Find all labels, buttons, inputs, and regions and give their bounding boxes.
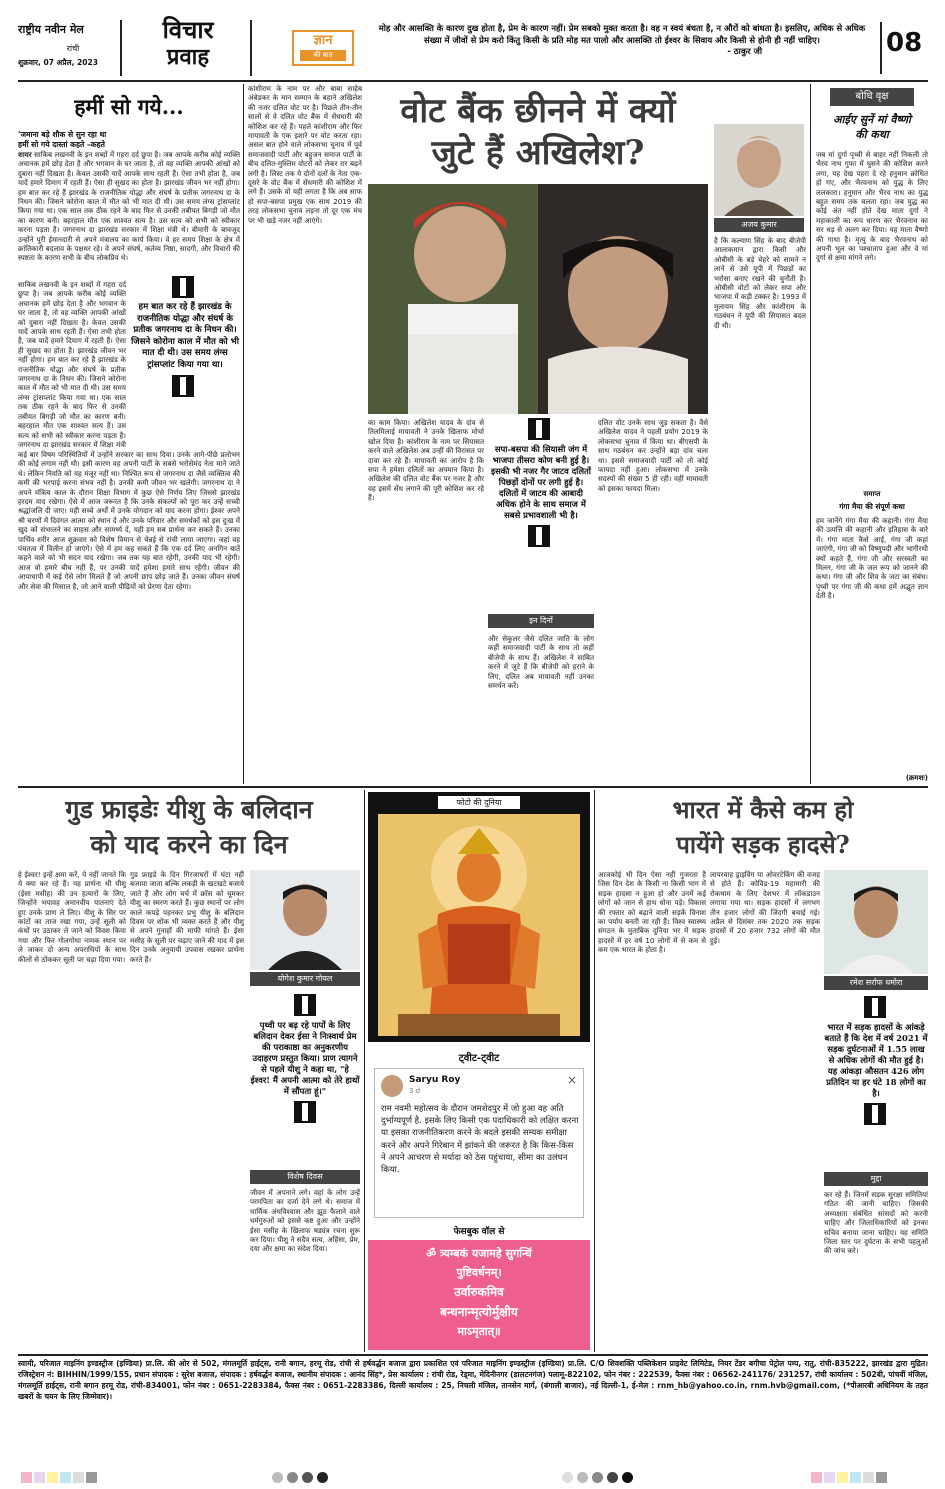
pull-quote-main xyxy=(488,418,594,608)
road-col-3 xyxy=(824,1190,928,1340)
article-left-body-2 xyxy=(18,450,240,776)
main-col-3 xyxy=(488,634,594,776)
mudda-tag: मुद्दा xyxy=(824,1172,928,1186)
author-name-ajay: अजय कुमार xyxy=(714,218,804,232)
city: रांची xyxy=(66,44,80,53)
gyan-label: ज्ञान xyxy=(313,33,333,48)
good-friday-article xyxy=(18,790,360,1350)
article-left-body-2-text: कई बार विषम परिस्थितियों में उन्होंने सरकार का साथ दिया। उनके आगे-पीछे प्रलोभन की कोई लगाम नहीं थी। इसी कारण वह अपनी पार्टी के सबसे भरोसेमंद नेता माने जाते थे। लेकिन नियति को यह मंजूर नहीं था। निश्चित रूप से जगरनाथ दा जैसे व्यक्तित्व की कमी की भरपाई करना संभव नहीं है। उनकी कमी जीवन भर खलेगी। जगरनाथ दा ने अपने मंत्रित्व काल के दौरान शिक्षा विभाग में कुछ ऐसे निर्णय लिए जिससे झारखंड हरदम याद रखेगा। ऐसे में आज जरूरत है कि उनके संकल्पों को पूरा कर उन्हें सच्ची श्रद्धांजलि दी जाए। यही सच्चे अर्थों में उनके योगदान को याद करना होगा। ईश्वर अपने श्री चरणों में दिवंगत आत्मा को स्थान दें और उनके परिवार और समर्थकों को इस दुःख में खुद को संभालने का साहस और सामर्थ्य दें, यही हम सब प्रार्थना कर सकते हैं। उनका पार्थिव शरीर आज शुक्रवार को विशेष विमान से चेन्नई से रांची लाया जाएगा। जहां वह पंचतत्व में विलीन हो जाएंगे। ऐसे में हम कह सकते हैं कि एक दर्द लिए अनगिन बातें कहने वाले को भी सदन याद रखेगा। जब तक यह बात रहेगी, उनकी याद भी रहेगी। आज वो हमारे बीच नहीं हैं, पर उनकी यादें हमेशा हमारे साथ रहेंगी। जीवन की आपाधापी में कई ऐसे लोग मिलते हैं जो अपनी छाप छोड़ जाते हैं। उनका जीवन संघर्ष और सेवा की मिसाल है, जो आने वाली पीढ़ियों को प्रेरणा देता रहेगा। xyxy=(18,450,240,591)
issue-date: शुक्रवार, 07 अप्रैल, 2023 xyxy=(18,58,98,67)
tweet-card xyxy=(374,1068,584,1218)
gf-col-2 xyxy=(130,870,244,1340)
article-main xyxy=(248,84,808,784)
author-name-ramesh: रमेश सर्राफ धमोरा xyxy=(824,976,928,990)
bodhi-samapt: समाप्त xyxy=(863,490,881,498)
mantra-card xyxy=(368,1240,590,1350)
gf-col-3-text: जीवन में अपनाने लगे। वहां के लोग उन्हें परमपिता का दर्जा देने लगे थे। समाज में धार्मिक अंधविश्वास और झूठ फैलाने वाले धर्मगुरुओं को इससे कष्ट हुआ और उन्होंने ईसा मसीह के खिलाफ षड्यंत्र रचना शुरू कर दिया। यीशु ने सदैव सत्य, अहिंसा, प्रेम, दया और क्षमा का संदेश दिया। xyxy=(250,1188,360,1254)
registration-marks xyxy=(20,1468,925,1482)
quote-mark-icon xyxy=(528,418,550,440)
article-left-title: हमीं सो गये... xyxy=(74,94,184,119)
color-bar-left xyxy=(20,1468,98,1487)
headline-line-2: जुटे हैं अखिलेश? xyxy=(431,133,645,173)
politicians-photo xyxy=(368,184,708,414)
photo-duniya-label: फोटो की दुनिया xyxy=(438,796,520,809)
tweet-avatar xyxy=(381,1075,403,1097)
gf-col-1 xyxy=(18,870,126,1340)
facebook-label: फेसबुक वॉल से xyxy=(453,1227,505,1237)
mantra-line-4: बन्धनान्मृत्योर्मुक्षीय xyxy=(440,1305,518,1319)
quote-mark-icon xyxy=(172,276,194,298)
author-portrait xyxy=(824,870,928,974)
road-col-2-text: लापरवाह ड्राइविंग या ओवरटेकिंग की वजह से होते हैं। कोविड-19 महामारी की रोकथाम के लिए देशभर में लॉकडाउन लगाया गया था। सड़क हादसों में लगभग तीन हजार लोगों की जिंदगी बचाई गई। अप्रैल से दिसंबर तक 2020 तक सड़क हादसों में 20 हजार 732 लोगों की मौत हुई। xyxy=(710,870,820,945)
main-col-5-text: है कि कल्याण सिंह के बाद बीजेपी आलाकमान द्वारा किसी और ओबीसी के बड़े चेहरे को सामने न लाने से उसे यूपी में पिछड़ों का भरोसा बनाए रखने की चुनौती है। ओबीसी वोटों को लेकर सपा और भाजपा में कड़ी टक्कर है। 1993 में मुलायम सिंह और कांशीराम के गठबंधन ने यूपी की सियासत बदल दी थी। xyxy=(714,236,806,330)
quote-mark-icon xyxy=(864,1103,886,1125)
road-col-1-text: आजकोई भी दिन ऐसा नहीं गुजरता है जिस दिन देश के किसी ना किसी भाग में सड़क हादसा न हुआ हो और उनमें कई लोगों को जान से हाथ धोना पड़े। विकास की रफ्तार को बढ़ाने वाली सड़कें विनाश का पर्याय बनती जा रही हैं। विश्व स्वास्थ्य संगठन के मुताबिक दुनिया भर में सड़क हादसों में हर वर्ष 10 लोगों में से कम से कम एक भारत के होता है। xyxy=(598,870,706,955)
middle-column xyxy=(368,792,590,1352)
main-col-4-text: दलित वोट उनके साथ जुड़ सकता है। वैसे अखिलेश यादव ने पहली प्रयोग 2019 के लोकसभा चुनाव में किया था। बीएसपी के साथ गठबंधन कर उन्होंने बड़ा दांव चला था। इससे समाजवादी पार्टी को तो कोई फायदा नहीं हुआ। लोकसभा में उनके सदस्यों की संख्या 5 ही रही। वहीं मायावती को इसका फायदा मिला। xyxy=(598,418,708,493)
pull-quote-left-text: हम बात कर रहे हैं झारखंड के राजनीतिक योद्धा और संघर्ष के प्रतीक जगरनाथ दा के निधन की। जिसने कोरोना काल में मौत को भी मात दी थी। उस समय लंग्स ट्रांसप्लांट किया गया था। xyxy=(131,302,239,370)
quote-mark-icon xyxy=(294,1101,316,1123)
gyan-ki-baat-badge xyxy=(292,30,354,66)
article-left-body-1b-text: साकिब लखनवी के इन शब्दों में गहरा दर्द छुपा है। जब आपके करीब कोई व्यक्ति अचानक हमें छोड़ देता है और भगवान के घर जाता है, तो वह व्यक्ति आपकी आंखों को दुबारा नहीं दिखता है। केवल उसकी यादें आपके साथ रहती हैं। ऐसा तभी होता है, जब यादें हमारे दिमाग में रहती हैं। ऐसा ही सुखद का होता है। झारखंड जीवन भर नहीं होगा। हम बात कर रहे हैं झारखंड के राजनीतिक योद्धा और संघर्ष के प्रतीक जगरनाथ दा के निधन की। जिसने कोरोना काल में मौत को भी मात दी थी। उस समय लंग्स ट्रांसप्लांट किया गया था। एक साल तक ठीक रहने के बाद फिर से उनकी तबीयत बिगड़ी जो मौत का कारण बनी। बहरहाल मौत एक शाश्वत सत्य है। उस सत्य को सभी को स्वीकार करना पड़ता है। जगरनाथ दा झारखंड सरकार में शिक्षा मंत्री xyxy=(18,280,126,448)
main-col-1-text: कांशीराम के नाम पर और बाबा साहेब अंबेडकर के मान सम्मान के बहाने अखिलेश की नजर दलित वोट पर है। पिछले तीन-तीन सालों से वे दलित वोट बैंक में सेंधमारी की कोशिश कर रहे हैं। पहले कांशीराम और फिर मायावती के एक इशारे पर वोट करता रहा। असल बात होने वाले लोकसभा चुनाव में पूर्व समाजवादी पार्टी और बहुजन समाज पार्टी के बीच दलित-मुस्लिम वोटरों को लेकर रार बढ़ने लगी है। लिस्ट तक ये दोनों दलों के नेता एक-दूसरे के वोट बैंक में सेंधमारी की कोशिश में लगे हैं। उसके वो यही लगता है कि अब साफ हो सपा-बसपा प्रमुख एक साथ 2019 की तरह लोकसभा चुनाव लड़ना तो दूर एक मंच पर भी खड़े नजर नहीं आएंगे। xyxy=(248,84,362,225)
author-portrait xyxy=(250,870,360,970)
tweet-close-icon[interactable]: × xyxy=(566,1073,577,1087)
gf-col-2-text: गुड फ्राइडे के दिन गिरजाघरों में घंटा नहीं बजाया जाता बल्कि लकड़ी के खटखटे बजाये जाते हैं और लोग चर्च में क्रॉस को चूमकर यीशु का स्मरण करते हैं। कुछ स्थानों पर लोग काले कपड़े पहनकर प्रभु यीशु के बलिदान दिवस पर शोक भी व्यक्त करते हैं और यीशु से अपने गुनाहों की माफी मांगते हैं। ईसा मसीह के सूली पर चढ़ाए जाने की याद में इस दिन उनके अनुयायी उपवास रखकर प्रार्थना करते हैं। xyxy=(130,870,244,964)
mantra-line-2: पुष्टिवर्धनम्। xyxy=(456,1266,502,1279)
registration-dots xyxy=(270,1468,330,1487)
quote-author: - ठाकुर जी xyxy=(727,46,762,56)
pull-quote-gf-text: पृथ्वी पर बढ़ रहे पापों के लिए बलिदान देकर ईसा ने निःस्वार्थ प्रेम की पराकाष्ठा का अनुकरणीय उदाहरण प्रस्तुत किया। प्राण त्यागने से पहले यीशु ने कहा था, "हे ईश्वर! मैं अपनी आत्मा को तेरे हाथों में सौंपता हूं।" xyxy=(250,1020,360,1096)
politicians-illustration xyxy=(368,184,708,414)
bodhi-kramash: (क्रमशः) xyxy=(905,774,928,782)
hanuman-image xyxy=(378,814,580,1036)
gf-title-2: को याद करने का दिन xyxy=(90,830,288,859)
road-title-1: भारत में कैसे कम हो xyxy=(672,795,854,824)
quote-mark-icon xyxy=(172,375,194,397)
color-bar-right xyxy=(810,1468,888,1487)
page-number: 08 xyxy=(886,28,923,58)
headline-line-1: वोट बैंक छीनने में क्यों xyxy=(400,91,676,131)
main-col-2-text: का काम किया। अखिलेश यादव के दांव से तिलमिलाई मायावती ने उनके खिलाफ मोर्चा खोल दिया है। कांशीराम के नाम पर सियासत करने वाले अखिलेश अब उन्हीं की विरासत पर दावा कर रहे हैं। मायावती का आरोप है कि सपा ने हमेशा दलितों का अपमान किया है। अखिलेश की दलित वोट बैंक पर नजर है और वह इसमें सेंध लगाने की पूरी कोशिश कर रहे हैं। xyxy=(368,418,484,503)
daily-quote xyxy=(372,22,872,57)
main-headline xyxy=(368,90,708,174)
quote-text: मोह और आसक्ति के कारण दुख होता है, प्रेम के कारण नहीं। प्रेम सबको मुक्त करता है। वह न स्वयं बंधता है, न औरों को बांधता है। इसलिए, अधिक से अधिक संख्या में जीवों से प्रेम करो किंतु किसी के प्रति मोह मत पालो और आसक्ति तो ईश्वर के सिवाय और किसी से होनी ही नहीं चाहिए। xyxy=(378,23,866,45)
gyan-sublabel: की बात xyxy=(300,50,346,61)
article-left xyxy=(18,84,240,784)
road-article xyxy=(598,790,928,1350)
section-title xyxy=(128,16,248,70)
footer-imprint xyxy=(18,1358,928,1402)
gf-col-1-text: हे ईश्वर! इन्हें क्षमा करें, ये नहीं जानते कि ये क्या कर रहे हैं। यह प्रार्थना थी यीशु (ईसा मसीह) की उन हत्यारों के लिए, जिन्होंने भयावह अमानवीय यातनाएं देते हुए उनके प्राण ले लिए। यीशु के सिर पर कांटों का ताज रखा गया, उन्हें सूली को कंधों पर उठाकर ले जाने को विवश किया गया और फिर गोलगोथा नामक स्थान पर ले जाकर दो अन्य अपराधियों के साथ कीलों से ठोंककर सूली पर चढ़ा दिया गया। xyxy=(18,870,126,964)
paper-name: राष्ट्रीय नवीन मेल xyxy=(18,23,84,36)
bodhi-body-2 xyxy=(816,516,928,774)
main-col-2 xyxy=(368,418,484,776)
pull-quote-left xyxy=(130,276,240,436)
masthead xyxy=(0,0,945,82)
quote-mark-icon xyxy=(294,994,316,1016)
road-col-1 xyxy=(598,870,706,1340)
section-title-vichar: विचार xyxy=(162,15,214,44)
pull-quote-road-text: भारत में सड़क हादसों के आंकड़े बताते हैं कि देश में वर्ष 2021 में सड़क दुर्घटनाओं में 1.55 लाख से अधिक लोगों की मौत हुई है। यह आंकड़ा औसतन 426 लोग प्रतिदिन या हर घंटे 18 लोगों का है। xyxy=(824,1022,928,1098)
author-portrait xyxy=(714,124,804,216)
tweet-author-name: Saryu Roy xyxy=(409,1075,461,1085)
article-left-body-1-text: साकिब लखनवी के इन शब्दों में गहरा दर्द छुपा है। जब आपके करीब कोई व्यक्ति अचानक हमें छोड़ देता है और भगवान के घर जाता है, तो वह व्यक्ति आपकी आंखों को दुबारा नहीं दिखता है। केवल उसकी यादें आपके साथ रहती हैं। ऐसा तभी होता है, जब यादें हमारे दिमाग में रहती हैं। ऐसा ही सुखद का होता है। झारखंड जीवन भर नहीं होगा। हम बात कर रहे हैं झारखंड के राजनीतिक योद्धा और संघर्ष के प्रतीक जगरनाथ दा के निधन की। जिसने कोरोना काल में मौत को भी मात दी थी। उस समय लंग्स ट्रांसप्लांट किया गया था। एक साल तक ठीक रहने के बाद फिर से उनकी तबीयत बिगड़ी जो मौत का कारण बनी। बहरहाल मौत एक शाश्वत सत्य है। उस सत्य को सभी को स्वीकार करना पड़ता है। जगरनाथ दा झारखंड सरकार में शिक्षा मंत्री थे। बीमारी के बावजूद उन्होंने पूरी ईमानदारी से अपने मंत्रालय का कार्य किया। वे हर समय शिक्षा के क्षेत्र में क्रांतिकारी बदलाव के पक्षधर रहे। वे अपने संघर्ष, कर्तव्य निष्ठा, सादगी, और विचारों की स्पष्टता के कारण सभी के बीच लोकप्रिय थे। xyxy=(18,150,240,263)
road-col-2 xyxy=(710,870,820,1340)
quote-mark-icon xyxy=(864,996,886,1018)
article-left-body-1 xyxy=(18,150,240,280)
in-dino-tag: इन दिनों xyxy=(488,614,594,628)
bodhi-title-1: आईए सुनें मां वैष्णो xyxy=(833,113,911,126)
bodhi-vriksh xyxy=(816,84,928,784)
bodhi-tag: बोधि वृक्ष xyxy=(830,88,914,106)
pull-quote-road xyxy=(824,996,928,1166)
vishesh-divas-tag: विशेष दिवस xyxy=(250,1170,360,1184)
pull-quote-gf xyxy=(250,994,360,1164)
road-title-2: पायेंगे सड़क हादसे? xyxy=(676,830,850,859)
main-col-1 xyxy=(248,84,362,776)
mantra-line-5: माऽमृतात्॥ xyxy=(457,1325,501,1338)
main-col-4 xyxy=(598,418,708,776)
author-name-yogesh: योगेश कुमार गोयल xyxy=(250,972,360,986)
gf-title-1: गुड फ्राइडेः यीशु के बलिदान xyxy=(65,795,313,824)
section-title-pravah: प्रवाह xyxy=(166,44,210,70)
imprint-text: स्वामी, परिजात माइनिंग इण्डस्ट्रीज (इण्डिया) प्रा.लि. की ओर से 502, मंगलमूर्ति हाईट्स, रानी बगान, हरमू रोड, रांची से हर्षवर्द्धन बजाज द्वारा प्रकाशित एवं परिजात माइनिंग इण्डस्ट्रीज (इण्डिया) प्रा.लि. C/O शिवशक्ति पब्लिकेशन प्राइवेट लिमिटेड, नियर टेंडर बगीचा पेट्रोल पम्प, रातु, रांची-835222, झारखंड द्वारा मुद्रित। रजिस्ट्रेशन नं: BIHHIN/1999/155, प्रधान संपादक : सुरेश बजाज, संपादक : हर्षवर्द्धन बजाज, स्थानीय संपादक : आनंद सिंह*, प्रेस कार्यालय : रांची रोड, रेड्मा, मेदिनीनगर (डालटनगंज) पलामू-822102, फोन नंबर : 222539, फैक्स नंबर : 06562-241176/ 231257, रांची कार्यालय : 502बी, पांचवीं मंजिल, मंगलमूर्ति हाईट्स, रानी बगान हरमू रोड, रांची-834001, फोन नंबर : 0651-2283384, फैक्स नंबर : 0651-2283386, दिल्ली कार्यालय : 25, निचली मंजिल, तानसेन मार्ग, (बंगाली बाजार), नई दिल्ली-1, ई-मेल : rnm_hb@yahoo.co.in, rnm.hvb@gmail.com, (*पीआरबी अधिनियम के तहत खबरों के चयन के लिए जिम्मेवार)। xyxy=(18,1359,928,1401)
main-col-3-text: और सेकुलर जैसे दलित जाति के लोग कहीं समाजवादी पार्टी के साथ तो कहीं बीजेपी के साथ हैं। अखिलेश ने साबित करने में जुटे हैं कि बीजेपी को हराने के लिए, दलित अब मायावती नहीं उनका समर्थन करें। xyxy=(488,634,594,691)
bodhi-body xyxy=(816,150,928,486)
photo-duniya-box xyxy=(368,792,590,1042)
mantra-line-3: उर्वारुकमिव xyxy=(454,1285,504,1299)
quote-mark-icon xyxy=(528,525,550,547)
author-photo-ajay xyxy=(714,124,804,216)
lead-word: शायर xyxy=(18,150,32,159)
author-photo-ramesh xyxy=(824,870,928,974)
article-left-body-1b xyxy=(18,280,126,448)
tweet-text: राम नवमी महोत्सव के दौरान जमशेदपुर में जो हुआ वह अति दुर्भाग्यपूर्ण है. इसके लिए किसी एक पदाधिकारी को लक्षित करना या इसका राजनीतिकरण करने के बदले इसकी सम्यक समीक्षा करने और अपने गिरेबान में झांकने की जरूरत है कि किस-किस ने अपने आचरण से मर्यादा को ठेस पहुंचाया, सीमा का उलंघन किया. xyxy=(381,1104,579,1176)
bodhi-body-text: जब मां दुर्गा पृथ्वी से बाहर नहीं निकली तो भैरव नाथ गुफा में घुसने की कोशिश करने लगा, यह देख पहरा दे रहे हनुमान क्रोधित हो गए, और भैरवनाथ को युद्ध के लिए ललकारा। हनुमान और भैरव नाथ का युद्ध बहुत समय तक चलता रहा। जब युद्ध का कोई अंत नहीं होते देख माता दुर्गा ने महाकाली का रूप धारण कर भैरवनाथ का सर धड़ से अलग कर दिया। यह माता वैष्णो की गाथा है। मृत्यु के बाद भैरवनाथ को अपनी भूल का पश्चाताप हुआ और वे मां दुर्गा से क्षमा मांगने लगे। xyxy=(816,150,928,263)
registration-dots-right xyxy=(560,1468,635,1487)
tweet-time: 3 d xyxy=(409,1087,421,1095)
paper-logo xyxy=(18,22,128,68)
gf-headline xyxy=(18,792,360,862)
road-col-3-text: कर रहे हैं। जिनमें सड़क सुरक्षा समितियां गठित की जानी चाहिए। जिसकी अध्यक्षता संबंधित सांसदों को करनी चाहिए और जिलाधिकारियों को इनका सचिव बनाया जाना चाहिए। यह समिति जिला स्तर पर दुर्घटना के सभी पहलुओं की जांच करे। xyxy=(824,1190,928,1256)
pull-quote-main-text: सपा-बसपा की सियासी जंग में भाजपा तीसरा कोण बनी हुई है। इसकी भी नजर गैर जाटव दलितों पिछड़ों दोनों पर लगी हुई है। दलितों में जाटव की आबादी अधिक होने के साथ समाज में सबसे प्रभावशाली भी है। xyxy=(491,444,591,520)
tweet-label: ट्वीट-ट्वीट xyxy=(458,1053,500,1064)
gf-col-3 xyxy=(250,1188,360,1340)
bodhi-body-2-text: हम जानेंगे गंगा मैया की कहानी। गंगा मैया की उत्पत्ति की कहानी और इतिहास के बारे में। गंगा माता कैसे आईं, गंगा जी कहां जाएंगी, गंगा जी को विष्णुपदी और भागीरथी क्यों कहते हैं, गंगा जी और सरस्वती का मिलन, गंगा जी के जल रूप को जानने की कथा। गंगा जी और शिव के जटा का संबंध। पृथ्वी पर गंगा जी की कथा हमें अद्भुत ज्ञान देती है। xyxy=(816,516,928,601)
mantra-line-1: ॐ त्र्यम्बकं यजामहे सुगन्धिं xyxy=(426,1247,532,1260)
author-photo-yogesh xyxy=(250,870,360,970)
main-col-5 xyxy=(714,236,806,776)
bodhi-subhead: गंगा मैया की संपूर्ण कथा xyxy=(839,502,905,511)
bodhi-title-2: की कथा xyxy=(855,128,889,141)
lead-line-1: 'जमाना बड़े शौक से सुन रहा था xyxy=(18,130,107,139)
road-headline xyxy=(598,792,928,862)
lead-line-2: हमीं सो गये दास्तां कहते –कहते xyxy=(18,139,105,149)
